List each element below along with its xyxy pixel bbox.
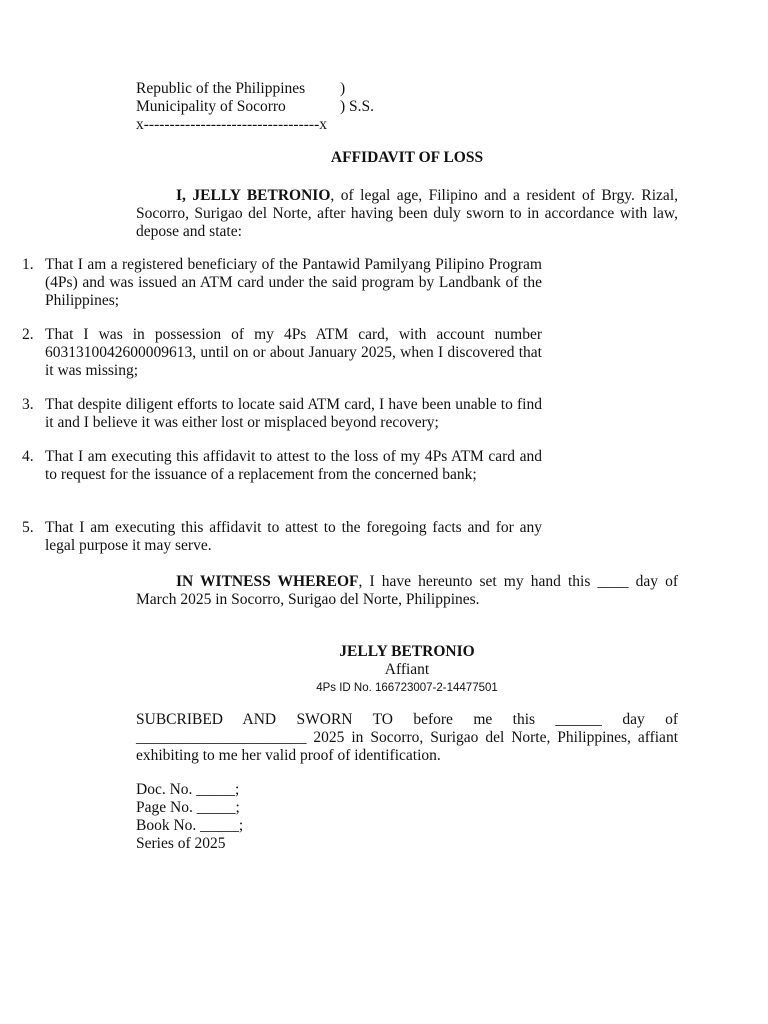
- venue-block: [136, 80, 436, 134]
- affiant-name-intro: I, JELLY BETRONIO: [176, 187, 331, 204]
- document-title: AFFIDAVIT OF LOSS: [330, 149, 484, 166]
- book-number: Book No. _____;: [136, 817, 244, 834]
- venue-country: Republic of the Philippines: [136, 80, 306, 97]
- witness-lead: IN WITNESS WHEREOF: [176, 573, 359, 590]
- list-item-text: That I was in possession of my 4Ps ATM card, with account number 6031310042600009613, until on or about January 2025, when I discovered that it was missing;: [45, 326, 542, 379]
- notarial-register: [136, 781, 436, 853]
- affiant-role: Affiant: [384, 661, 430, 678]
- venue-divider: x----------------------------------x: [136, 116, 327, 133]
- witness-paragraph: [136, 573, 678, 609]
- list-item-number: 5.: [22, 519, 34, 536]
- jurat-paragraph: SUBCRIBED AND SWORN TO before me this ______ day of ______________________ 2025 in Socorro, Surigao del Norte, Philippines, affiant exhibiting to me her valid proof of identification.: [136, 711, 678, 764]
- list-item-text: That despite diligent efforts to locate said ATM card, I have been unable to find it and I believe it was either lost or misplaced beyond recovery;: [45, 396, 542, 431]
- list-item: [0, 448, 542, 484]
- venue-municipality-mark: ) S.S.: [340, 98, 375, 115]
- list-item: [0, 519, 542, 555]
- list-item-text: That I am executing this affidavit to attest to the loss of my 4Ps ATM card and to request for the issuance of a replacement from the concerned bank;: [45, 448, 542, 483]
- doc-number: Doc. No. _____;: [136, 781, 240, 798]
- list-item-number: 1.: [22, 256, 34, 273]
- intro-paragraph: [136, 187, 678, 241]
- affiant-id-number: 4Ps ID No. 166723007-2-14477501: [316, 682, 498, 694]
- affiant-signature-name: JELLY BETRONIO: [339, 643, 475, 660]
- list-item-text: That I am a registered beneficiary of the Pantawid Pamilyang Pilipino Program (4Ps) and was issued an ATM card under the said program by Landbank of the Philippines;: [45, 256, 542, 309]
- list-item: [0, 326, 542, 380]
- page-number: Page No. _____;: [136, 799, 240, 816]
- venue-line-municipality: [136, 98, 436, 116]
- list-item-number: 4.: [22, 448, 34, 465]
- venue-country-mark: ): [340, 80, 346, 97]
- witness-text: , I have hereunto set my hand this ____ day of March 2025 in Socorro, Surigao del Norte, Philippines.: [136, 573, 678, 608]
- list-item-number: 3.: [22, 396, 34, 413]
- list-item-number: 2.: [22, 326, 34, 343]
- intro-text: , of legal age, Filipino and a resident of Brgy. Rizal, Socorro, Surigao del Norte, after having been duly sworn to in accordance with law, depose and state:: [136, 187, 678, 240]
- list-item-text: That I am executing this affidavit to attest to the foregoing facts and for any legal purpose it may serve.: [45, 519, 542, 554]
- venue-line-country: [136, 80, 436, 98]
- series-year: Series of 2025: [136, 835, 226, 852]
- list-item: [0, 256, 542, 310]
- venue-municipality: Municipality of Socorro: [136, 98, 286, 115]
- list-item: [0, 396, 542, 432]
